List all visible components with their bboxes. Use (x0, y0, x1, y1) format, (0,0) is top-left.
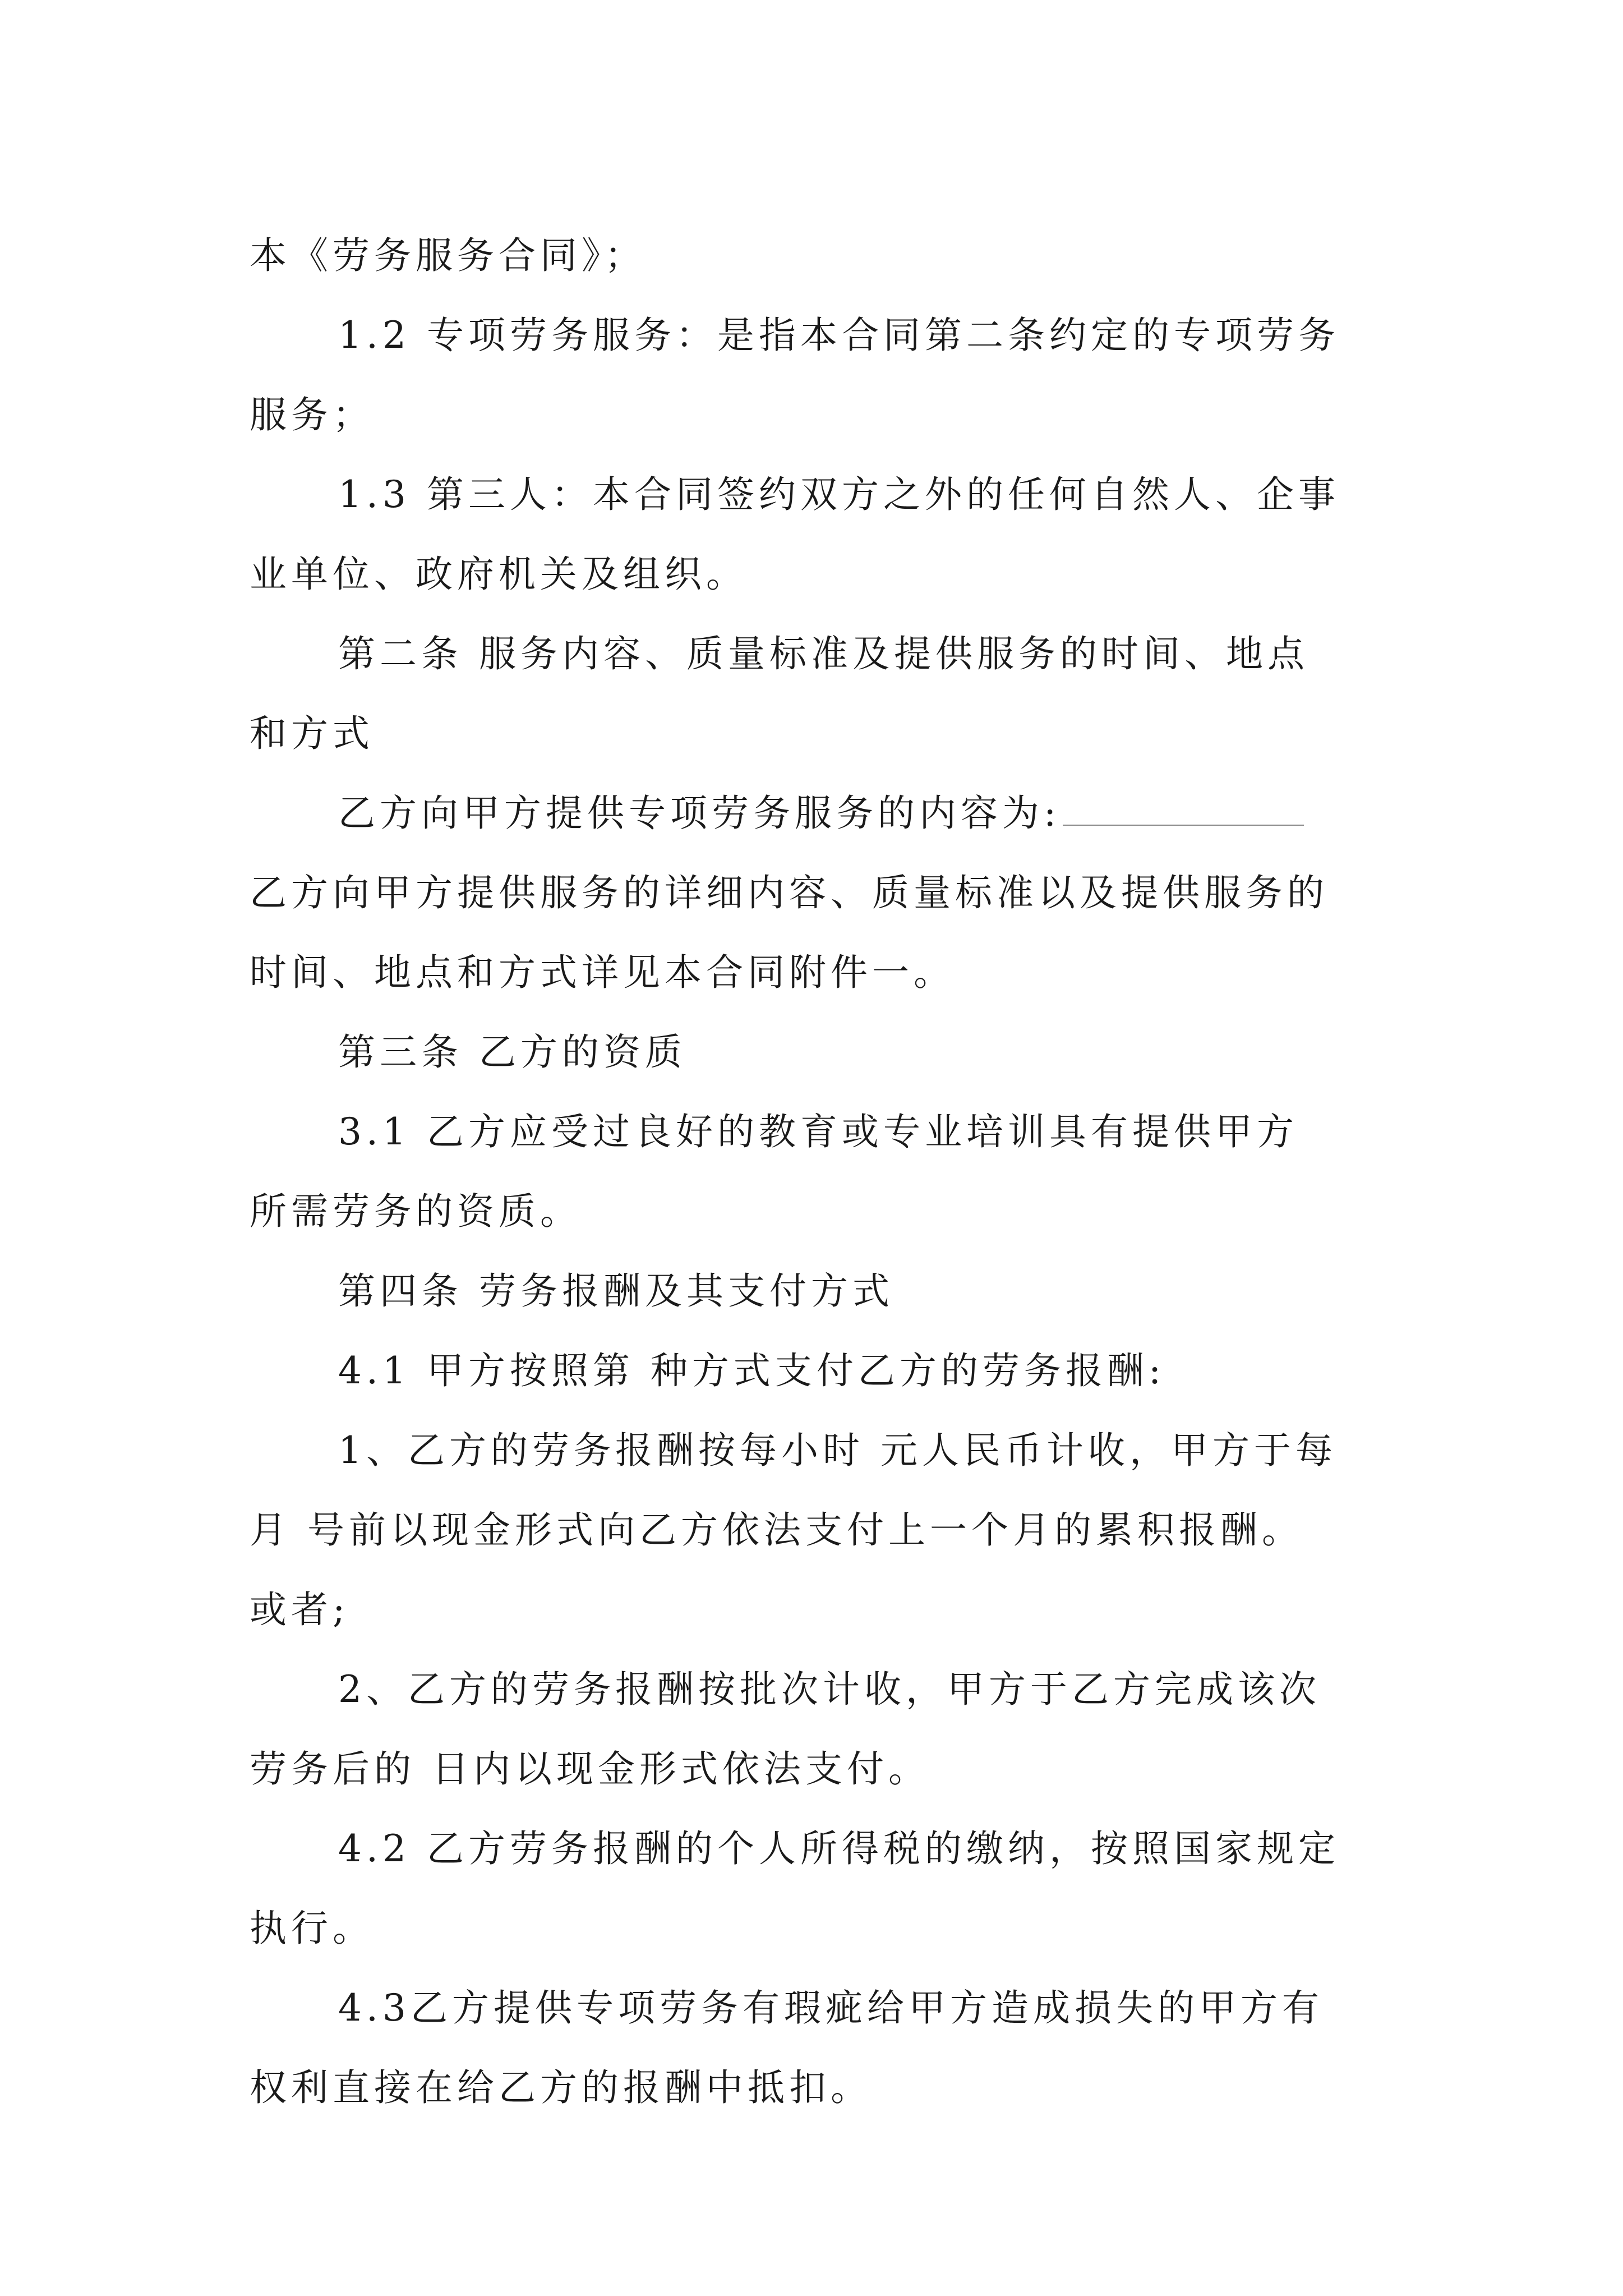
text-line: 月 号前以现金形式向乙方依法支付上一个月的累积报酬。 (250, 1508, 1303, 1552)
text-line: 本《劳务服务合同》； (250, 234, 646, 277)
text-line: 劳务后的 日内以现金形式依法支付。 (250, 1747, 930, 1791)
clause-4-2: 4.2 乙方劳务报酬的个人所得税的缴纳，按照国家规定 (338, 1827, 1340, 1870)
text-line: 和方式 (250, 712, 374, 755)
payment-option-2: 2、乙方的劳务报酬按批次计收，甲方于乙方完成该次 (338, 1668, 1321, 1711)
article-3-heading: 第三条 乙方的资质 (338, 1030, 686, 1074)
text-line: 业单位、政府机关及组织。 (250, 553, 748, 596)
service-content-label: 乙方向甲方提供专项劳务服务的内容为: (338, 792, 1061, 835)
clause-4-1: 4.1 甲方按照第 种方式支付乙方的劳务报酬: (338, 1349, 1166, 1392)
text-line: 所需劳务的资质。 (250, 1190, 582, 1233)
article-4-heading: 第四条 劳务报酬及其支付方式 (338, 1269, 894, 1313)
text-line: 执行。 (250, 1907, 374, 1950)
service-content-line (250, 774, 1388, 853)
article-2-heading: 第二条 服务内容、质量标准及提供服务的时间、地点 (338, 632, 1309, 675)
clause-3-1: 3.1 乙方应受过良好的教育或专业培训具有提供甲方 (338, 1110, 1298, 1153)
service-content-blank[interactable] (1063, 792, 1304, 826)
text-line: 服务； (250, 393, 374, 436)
text-line: 或者; (250, 1588, 350, 1631)
text-line: 权利直接在给乙方的报酬中抵扣。 (250, 2066, 872, 2109)
payment-option-1: 1、乙方的劳务报酬按每小时 元人民币计收，甲方于每 (338, 1429, 1337, 1472)
clause-4-3: 4.3乙方提供专项劳务有瑕疵给甲方造成损失的甲方有 (338, 1986, 1324, 2030)
clause-1-2: 1.2 专项劳务服务：是指本合同第二条约定的专项劳务 (338, 314, 1340, 357)
document-body (250, 216, 1388, 2128)
clause-1-3: 1.3 第三人：本合同签约双方之外的任何自然人、企事 (338, 473, 1340, 516)
text-line: 时间、地点和方式详见本合同附件一。 (250, 951, 955, 994)
text-line: 乙方向甲方提供服务的详细内容、质量标准以及提供服务的 (250, 871, 1329, 914)
